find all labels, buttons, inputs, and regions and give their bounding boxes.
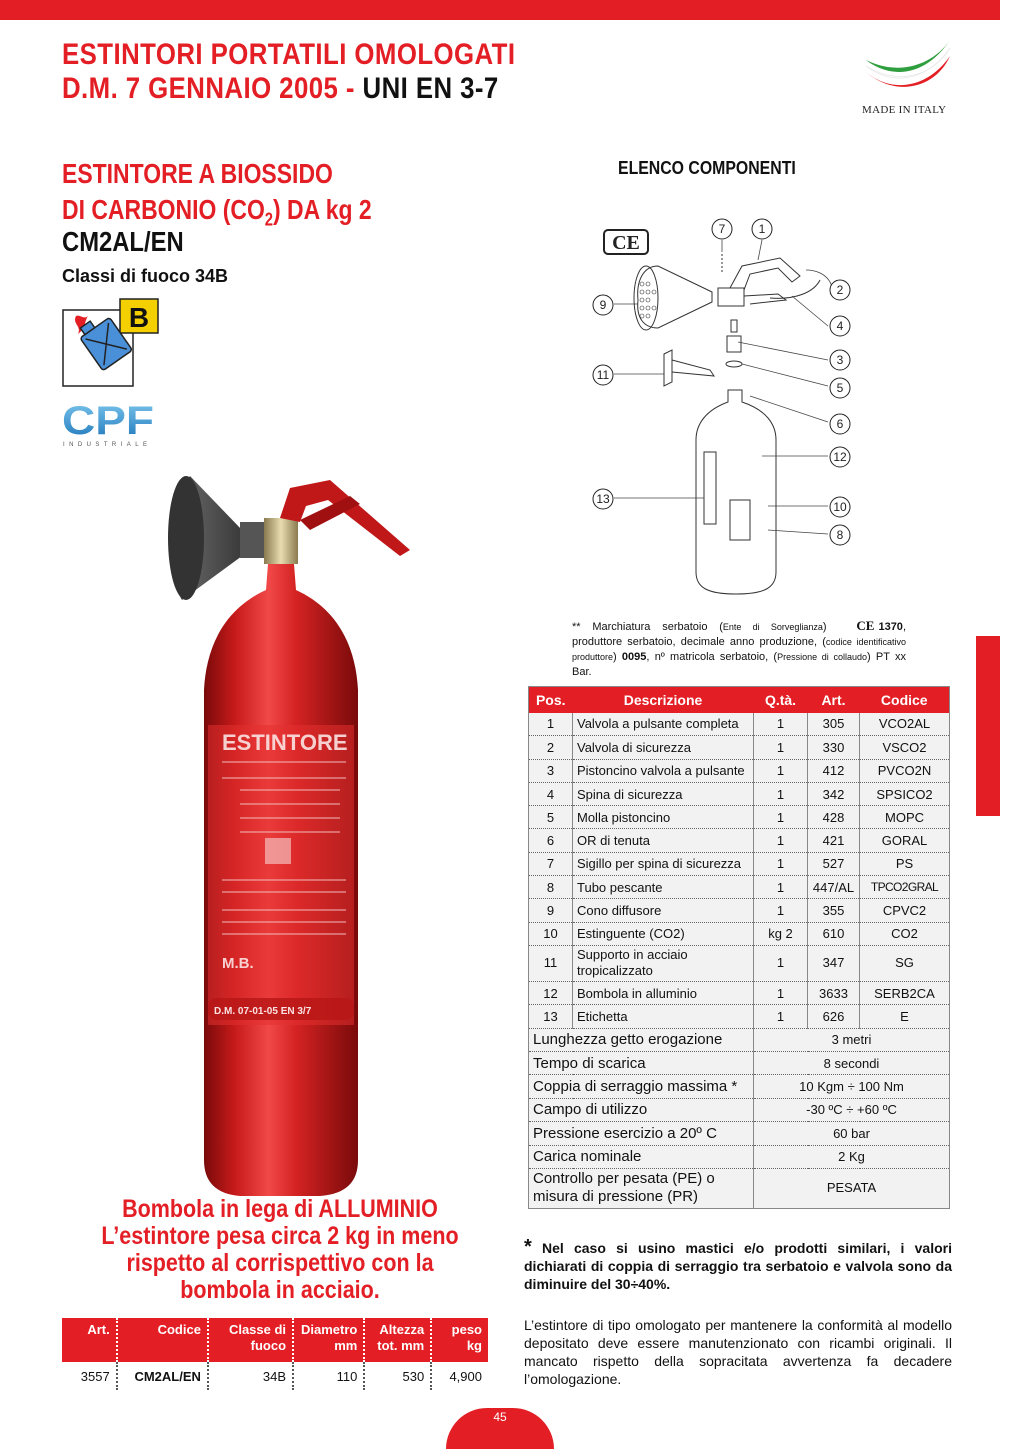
svg-text:5: 5 [836, 381, 844, 395]
svg-text:INDUSTRIALE: INDUSTRIALE [63, 442, 147, 448]
spec-row: Carica nominale 2 Kg [529, 1145, 950, 1168]
svg-text:8: 8 [836, 528, 844, 542]
table-header-row: Art. Codice Classe di fuoco Diametro mm Altezza tot. mm peso kg [62, 1318, 488, 1362]
table-row: 5 Molla pistoncino 1 428 MOPC [529, 806, 950, 829]
spec-row: Tempo di scarica 8 secondi [529, 1051, 950, 1074]
svg-text:CPF: CPF [62, 400, 154, 443]
table-row: 12 Bombola in alluminio 1 3633 SERB2CA [529, 981, 950, 1004]
torque-warning-note: * Nel caso si usino mastici e/o prodotti similari, i valori dichiarati di coppia di serraggio tra serbatoio e valvola sono da diminuire del 30÷40%. [524, 1236, 952, 1292]
table-row: 1 Valvola a pulsante completa 1 305 VCO2AL [529, 713, 950, 736]
spec-row: Campo di utilizzo -30 ºC ÷ +60 ºC [529, 1098, 950, 1121]
table-row: 4 Spina di sicurezza 1 342 SPSICO2 [529, 782, 950, 805]
side-red-tab [976, 636, 1000, 816]
table-row: 3 Pistoncino valvola a pulsante 1 412 PVCO2N [529, 759, 950, 782]
svg-text:3: 3 [836, 353, 844, 367]
table-row: 11 Supporto in acciaio tropicalizzato 1 347 SG [529, 945, 950, 981]
cpf-logo [62, 400, 156, 448]
svg-text:9: 9 [599, 298, 607, 312]
svg-text:CE: CE [612, 232, 640, 254]
product-title: ESTINTORE A BIOSSIDO DI CARBONIO $(CO_2)$ DA kg 2 [62, 158, 372, 230]
top-red-bar [0, 0, 1000, 20]
made-in-italy-label: MADE IN ITALY [862, 104, 947, 116]
svg-text:ESTINTORE: ESTINTORE [222, 730, 348, 755]
title-line-1: ESTINTORI PORTATILI OMOLOGATI [62, 38, 516, 71]
table-header-row: Pos. Descrizione Q.tà. Art. Codice [529, 687, 950, 713]
page-title [62, 38, 515, 106]
table-row: 13 Etichetta 1 626 E [529, 1005, 950, 1028]
svg-text:10: 10 [833, 500, 847, 514]
svg-text:4: 4 [836, 319, 844, 333]
table-row: 10 Estinguente (CO2) kg 2 610 CO2 [529, 922, 950, 945]
fire-class-label: Classi di fuoco 34B [62, 266, 229, 286]
svg-text:12: 12 [833, 450, 847, 464]
tank-marking-note: ** Marchiatura serbatoio (Ente di Sorveglianza) CE 1370, produttore serbatoio, decimale anno produzione, (codice identificativo produttore) 0095, nº matricola serbatoio, (Pressione di collaudo) PT xx Bar. [572, 618, 906, 678]
spec-row: Lunghezza getto erogazione 3 metri [529, 1028, 950, 1051]
spec-row: Pressione esercizio a 20º C 60 bar [529, 1122, 950, 1145]
table-row: 9 Cono diffusore 1 355 CPVC2 [529, 899, 950, 922]
table-row: 7 Sigillo per spina di sicurezza 1 527 PS [529, 852, 950, 875]
table-row: 6 OR di tenuta 1 421 GORAL [529, 829, 950, 852]
fire-class-b-icon [62, 298, 160, 388]
italian-flag-swoosh-icon [862, 36, 954, 100]
exploded-components-diagram [580, 210, 880, 610]
svg-text:13: 13 [596, 492, 610, 506]
svg-text:D.M. 07-01-05 EN 3/7: D.M. 07-01-05 EN 3/7 [214, 1006, 312, 1017]
table-row: 2 Valvola di sicurezza 1 330 VSCO2 [529, 736, 950, 759]
components-table [528, 686, 950, 1209]
product-code: CM2AL/EN [62, 226, 184, 257]
svg-text:7: 7 [718, 222, 726, 236]
homologation-note: L’estintore di tipo omologato per mantenere la conformità al modello depositato deve essere manutenzionato con ricambi originali. Il mancato rispetto della sopracitata avvertenza fa decadere l’omologazione. [524, 1317, 952, 1387]
table-row: 8 Tubo pescante 1 447/AL TPCO2GRAL [529, 876, 950, 899]
svg-text:2: 2 [836, 283, 844, 297]
table-row: 3557 CM2AL/EN 34B 110 530 4,900 [62, 1362, 488, 1390]
spec-row: Controllo per pesata (PE) o misura di pressione (PR) PESATA [529, 1168, 950, 1208]
svg-text:B: B [128, 302, 150, 333]
page-number: 45 [493, 1410, 507, 1424]
aluminium-promo-text: Bombola in lega di ALLUMINIO L’estintore pesa circa 2 kg in meno rispetto al corrispettivo con la bombola in acciaio. [101, 1195, 459, 1304]
svg-text:1: 1 [758, 222, 766, 236]
svg-text:M.B.: M.B. [222, 955, 254, 972]
spec-row: Coppia di serraggio massima * 10 Kgm ÷ 100 Nm [529, 1075, 950, 1098]
co2-extinguisher-image [160, 460, 480, 1200]
components-title: ELENCO COMPONENTI [618, 158, 796, 178]
ce-mark-icon: CE [856, 618, 875, 633]
svg-text:11: 11 [596, 368, 610, 382]
svg-text:6: 6 [836, 417, 844, 431]
product-spec-table [62, 1318, 488, 1390]
title-line-2: D.M. 7 GENNAIO 2005 - UNI EN 3-7 [62, 72, 499, 105]
